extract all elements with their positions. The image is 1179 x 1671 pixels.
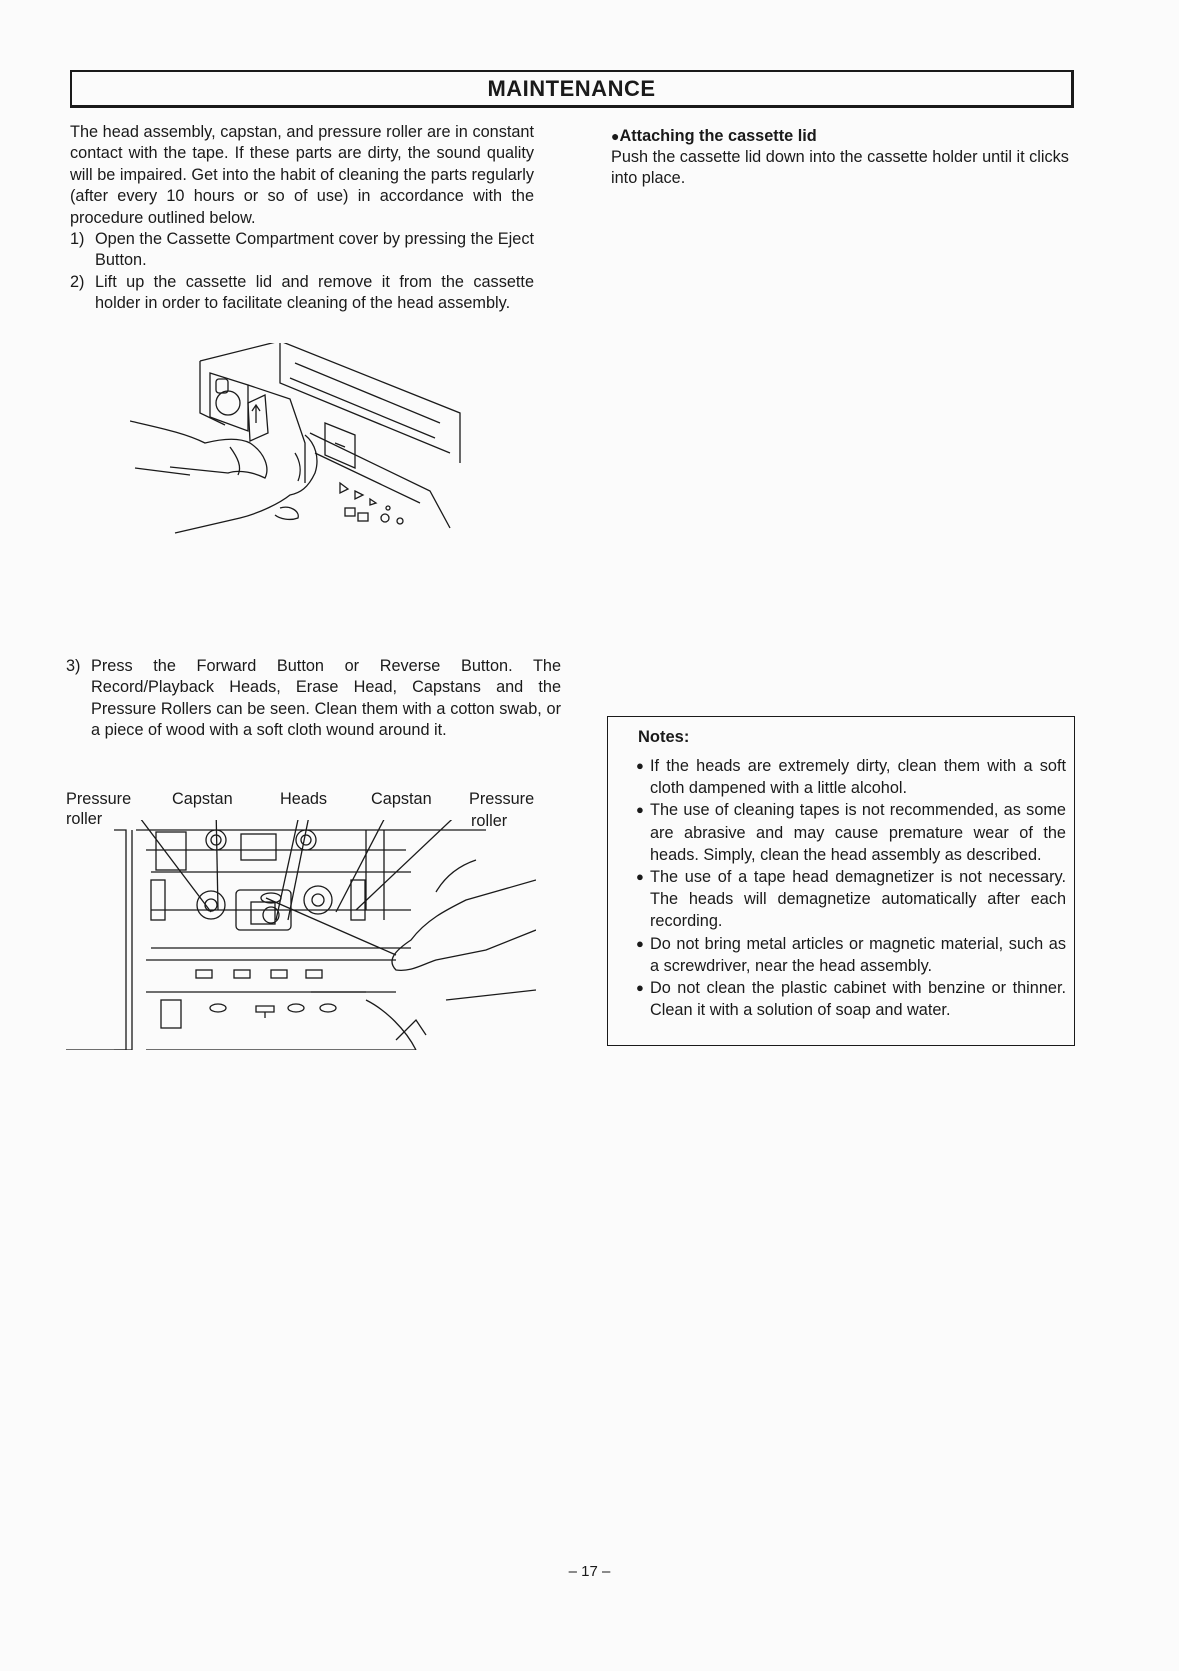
notes-box [607, 716, 1075, 1046]
left-column [70, 122, 534, 315]
note-text: The use of a tape head demagnetizer is not necessary. The heads will demagnetize automatically after each recording. [650, 868, 1066, 931]
bullet-icon: ● [636, 802, 644, 818]
label-capstan-right: Capstan [371, 790, 432, 808]
label-pressure-roller-right: Pressure [469, 790, 535, 808]
step-2 [70, 272, 534, 315]
step-text: Lift up the cassette lid and remove it from the cassette holder in order to facilitate cleaning of the head assembly. [95, 272, 534, 313]
bullet-icon: ● [636, 980, 644, 996]
note-text: Do not bring metal articles or magnetic material, such as a screwdriver, near the head assembly. [650, 934, 1066, 975]
page-title: MAINTENANCE [487, 76, 656, 101]
page-number: – 17 – [568, 1563, 611, 1580]
attaching-lid-heading-text: Attaching the cassette lid [619, 127, 817, 145]
bullet-icon: ● [636, 935, 644, 951]
bullet-icon: ● [636, 758, 644, 773]
label-pressure-roller-left-2: roller [66, 810, 103, 828]
head-assembly-illustration [66, 820, 536, 1050]
note-text: Do not clean the plastic cabinet with benzine or thinner. Clean it with a solution of soap and water. [650, 979, 1066, 1020]
step-3 [66, 656, 561, 742]
eject-cassette-lid-illustration [130, 343, 480, 568]
section-title-box [70, 70, 1074, 108]
right-column [611, 126, 1081, 190]
note-item [634, 799, 1066, 866]
bullet-icon: ● [611, 128, 620, 144]
bullet-icon: ● [636, 869, 644, 885]
label-capstan-left: Capstan [172, 790, 233, 808]
note-item [634, 755, 1066, 799]
note-text: If the heads are extremely dirty, clean them with a soft cloth dampened with a little alcohol. [650, 757, 1066, 798]
label-pressure-roller-left: Pressure [66, 790, 132, 808]
intro-paragraph: The head assembly, capstan, and pressure roller are in constant contact with the tape. If these parts are dirty, the sound quality will be impaired. Get into the habit of cleaning the parts regularly (after every 10 hours or so of use) in accordance with the procedure outlined below. [70, 123, 534, 227]
note-text: The use of cleaning tapes is not recommended, as some are abrasive and may cause premature wear of the heads. Simply, clean the head assembly as described. [650, 801, 1066, 864]
step-number: 3) [66, 657, 81, 675]
note-item [634, 866, 1066, 933]
label-pressure-roller-right-2: roller [471, 812, 508, 830]
note-item [634, 977, 1066, 1021]
notes-list [634, 755, 1066, 1021]
notes-title: Notes: [638, 728, 690, 746]
step-number: 1) [70, 230, 85, 249]
step-text: Press the Forward Button or Reverse Button. The Record/Playback Heads, Erase Head, Capstans and the Pressure Rollers can be seen. Clean them with a cotton swab, or a piece of wood with a soft cloth wound around it. [91, 657, 561, 740]
step-1 [70, 229, 534, 272]
step-number: 2) [70, 272, 85, 291]
up-arrow-icon [252, 405, 260, 423]
label-heads: Heads [280, 790, 328, 808]
attaching-lid-text: Push the cassette lid down into the cassette holder until it clicks into place. [611, 148, 1069, 188]
note-item [634, 933, 1066, 977]
step-text: Open the Cassette Compartment cover by pressing the Eject Button. [95, 230, 534, 270]
attaching-lid-heading [611, 126, 1081, 147]
